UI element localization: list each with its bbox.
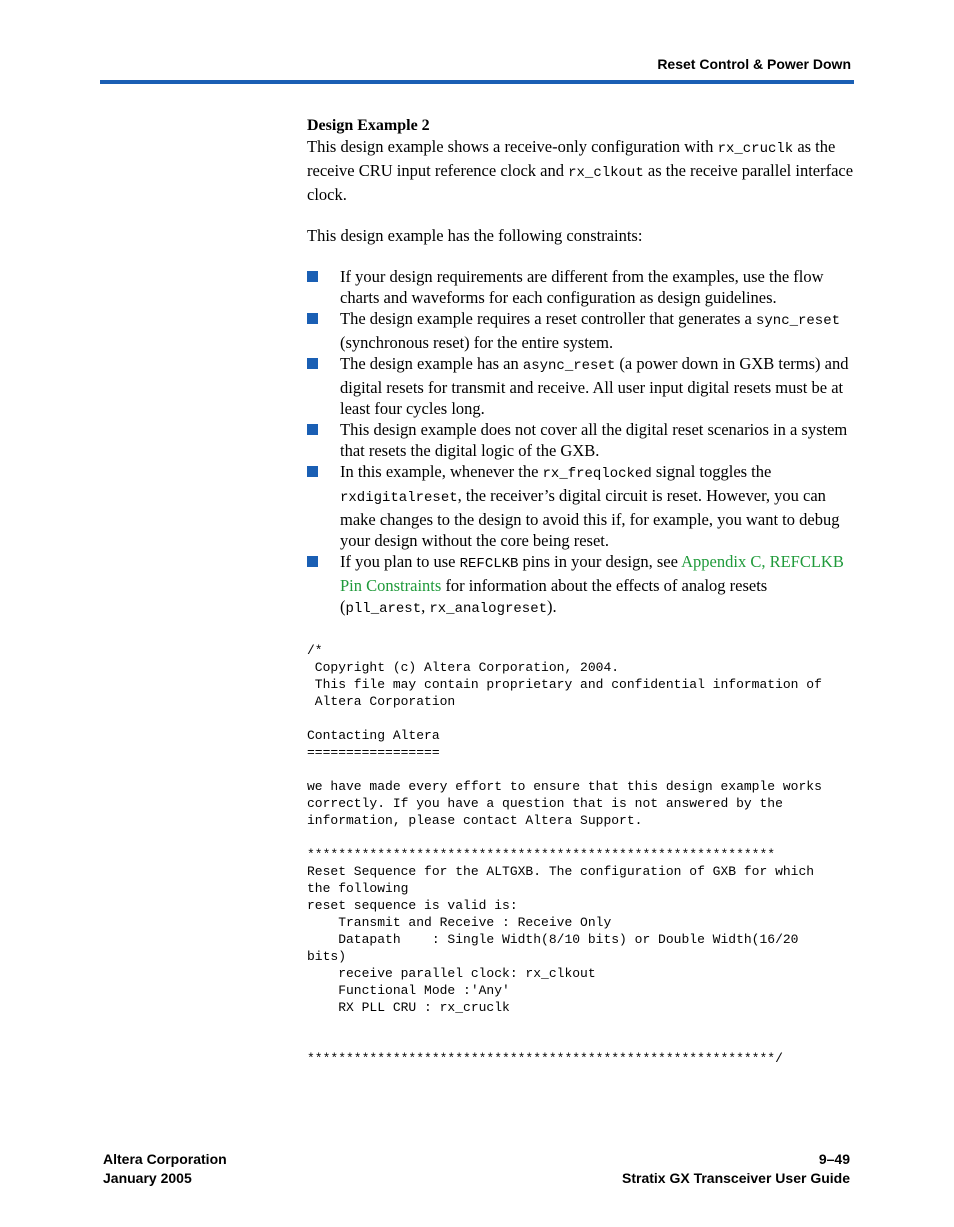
list-item [307, 353, 855, 419]
list-item [307, 308, 855, 353]
intro-paragraph [307, 136, 855, 205]
main-content [307, 115, 855, 1067]
square-bullet-icon [307, 466, 318, 477]
bullet-3-code-async-reset: async_reset [522, 358, 616, 374]
list-item [307, 551, 855, 620]
intro-code-rx-cruclk: rx_cruclk [717, 141, 794, 157]
footer-left [103, 1150, 227, 1188]
intro-text-2: as the receive CRU input reference clock and [307, 137, 836, 180]
bullet-5-code-rxdigitalreset: rxdigitalreset [340, 490, 458, 506]
running-header: Reset Control & Power Down [657, 56, 851, 72]
square-bullet-icon [307, 424, 318, 435]
intro-text-1: This design example shows a receive-only configuration with [307, 137, 718, 156]
bullet-5-text-3: , the receiver’s digital circuit is reset. However, you can make changes to the design to avoid this if, for example, you want to debug your design without the core being reset. [340, 486, 840, 550]
footer-date: January 2005 [103, 1170, 192, 1186]
footer-right [622, 1150, 850, 1188]
bullet-6-text-5: ). [547, 597, 557, 616]
bullet-5-text-1: In this example, whenever the [340, 462, 543, 481]
intro-code-rx-clkout: rx_clkout [568, 165, 644, 181]
constraints-list [307, 266, 855, 620]
list-item [307, 266, 855, 308]
square-bullet-icon [307, 271, 318, 282]
header-rule [100, 80, 854, 84]
bullet-3-text-2: (a power down in GXB terms) and digital resets for transmit and receive. All user input digital resets must be at least four cycles long. [340, 354, 849, 418]
square-bullet-icon [307, 556, 318, 567]
bullet-6-text-4: , [421, 597, 430, 616]
list-item [307, 461, 855, 551]
code-listing: /* Copyright (c) Altera Corporation, 2004. This file may contain proprietary and confidential information of Altera Corporation Contacting Altera ================= we have made every effort to ensure that this design example works correctly. If you have a question that is not answered by the information, please contact Altera Support. ************************************************************ Reset Sequence for the ALTGXB. The configuration of GXB for which the following reset sequence is valid is: Transmit and Receive : Receive Only Datapath : Single Width(8/10 bits) or Double Width(16/20 bits) receive parallel clock: rx_clkout Functional Mode :'Any' RX PLL CRU : rx_cruclk ************************************************************/ [307, 643, 822, 1066]
bullet-5-text-2: signal toggles the [651, 462, 772, 481]
footer-company: Altera Corporation [103, 1151, 227, 1167]
appendix-c-link[interactable]: Appendix C, REFCLKB Pin Constraints [340, 552, 844, 595]
intro-text-3: as the receive parallel interface clock. [307, 161, 854, 204]
bullet-4-text: This design example does not cover all the digital reset scenarios in a system that resets the digital logic of the GXB. [340, 420, 848, 460]
bullet-5-code-rx-freqlocked: rx_freqlocked [542, 466, 652, 482]
bullet-6-text-3: for information about the effects of analog resets ( [340, 576, 768, 616]
bullet-3-text-1: The design example has an [340, 354, 523, 373]
bullet-6-text-2: pins in your design, see [518, 552, 682, 571]
bullet-2-text-2: (synchronous reset) for the entire system. [340, 333, 614, 352]
bullet-6-text-1: If you plan to use [340, 552, 460, 571]
bullet-2-text-1: The design example requires a reset controller that generates a [340, 309, 756, 328]
square-bullet-icon [307, 313, 318, 324]
list-item [307, 419, 855, 461]
constraints-intro: This design example has the following constraints: [307, 226, 643, 245]
bullet-6-code-pll-arest: pll_arest [345, 601, 422, 617]
bullet-2-code-sync-reset: sync_reset [755, 313, 840, 329]
square-bullet-icon [307, 358, 318, 369]
page-number: 9–49 [818, 1151, 850, 1167]
bullet-6-code-refclkb: REFCLKB [459, 556, 519, 572]
bullet-1-text: If your design requirements are different from the examples, use the flow charts and waveforms for each configuration as design guidelines. [340, 267, 824, 307]
footer-guide-title: Stratix GX Transceiver User Guide [622, 1170, 850, 1186]
bullet-6-code-rx-analogreset: rx_analogreset [429, 601, 547, 617]
section-title: Design Example 2 [307, 117, 430, 134]
